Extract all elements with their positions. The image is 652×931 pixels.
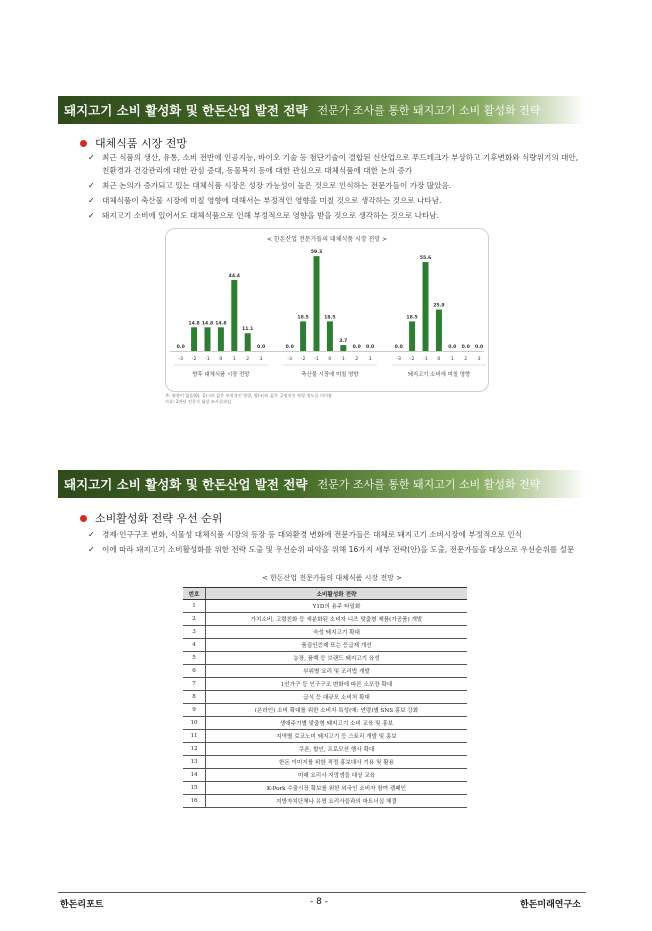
tick-label: 3 bbox=[368, 357, 372, 362]
checkmark-icon: ✓ bbox=[88, 181, 95, 190]
row-number: 2 bbox=[183, 613, 206, 626]
row-strategy: 가치소비, 고령친화 등 세분화된 소비자 니즈 맞춤형 제품(가공품) 개발 bbox=[206, 613, 468, 626]
tick-label: 2 bbox=[246, 357, 250, 362]
strategy-table bbox=[183, 587, 467, 808]
section2-banner bbox=[58, 470, 586, 498]
checkmark-icon: ✓ bbox=[88, 530, 95, 539]
check-text: 대체식품이 축산물 시장에 미칠 영향에 대해서는 부정적인 영향을 미칠 것으로 생각하는 것으로 나타남. bbox=[102, 196, 442, 205]
bar bbox=[436, 310, 442, 351]
tick-label: 3 bbox=[477, 357, 481, 362]
tick-label: 0 bbox=[328, 357, 332, 362]
data-label: 0.0 bbox=[176, 345, 185, 350]
bar bbox=[327, 321, 333, 351]
bar bbox=[340, 345, 346, 351]
section2-heading-text: 소비활성화 전략 우선 순위 bbox=[95, 512, 223, 525]
section1-heading bbox=[80, 135, 187, 151]
footer-divider bbox=[58, 892, 586, 893]
tick-label: -2 bbox=[300, 357, 306, 362]
check-text: 이에 따라 돼지고기 소비활성화를 위한 전략 도출 및 우선순위 파악을 위해 16가지 세부 전략(안)을 도출, 전문가들을 대상으로 우선순위를 설문 bbox=[102, 545, 575, 554]
check-item bbox=[88, 194, 583, 207]
banner-title: 돼지고기 소비 활성화 및 한돈산업 발전 전략 bbox=[64, 477, 308, 492]
tick-label: -1 bbox=[423, 357, 428, 362]
data-label: 0.0 bbox=[448, 345, 457, 350]
section1-heading-text: 대체식품 시장 전망 bbox=[95, 137, 188, 150]
data-label: 59.3 bbox=[310, 250, 323, 256]
group-label: 돼지고기 소비에 미칠 영향 bbox=[407, 372, 471, 378]
tick-label: 0 bbox=[219, 357, 223, 362]
data-label: 18.5 bbox=[406, 315, 418, 321]
data-label: 0.0 bbox=[366, 345, 375, 350]
row-strategy: 한돈 이미지를 위한 적정 홍보대사 기용 및 활용 bbox=[206, 756, 468, 769]
section1-banner bbox=[58, 96, 586, 124]
note-line-2: 자료: 2차년 전문가 대상 조사결과임 bbox=[165, 399, 232, 404]
row-strategy: 급식 등 대규모 소비처 확대 bbox=[206, 691, 468, 704]
row-number: 13 bbox=[183, 756, 206, 769]
table-row bbox=[183, 691, 467, 704]
check-item bbox=[88, 543, 583, 556]
row-strategy: 농장, 품백 등 브랜드 돼지고기 육성 bbox=[206, 652, 468, 665]
tick-label: 2 bbox=[355, 357, 359, 362]
data-label: 0.0 bbox=[394, 345, 403, 350]
row-strategy: Y1D의 용주 타일화 bbox=[206, 600, 468, 613]
tick-label: -1 bbox=[205, 357, 210, 362]
footer-left: 한돈리포트 bbox=[60, 900, 104, 910]
check-item bbox=[88, 528, 583, 541]
page-number: - 8 - bbox=[310, 897, 328, 907]
row-number: 5 bbox=[183, 652, 206, 665]
bar bbox=[314, 256, 320, 351]
check-item bbox=[88, 179, 583, 192]
row-strategy: (온라인) 소비 확대를 위한 소비자 특성(예: 연령)별 SNS 홍보 강화 bbox=[206, 704, 468, 717]
table-row bbox=[183, 600, 467, 613]
data-label: 11.1 bbox=[242, 327, 254, 333]
data-label: 44.4 bbox=[228, 273, 240, 279]
note-line-1: 주: 영향이 없음(0), 음(-)의 값은 부정적인 영향, 양(+)의 값은 긍정적인 영향 정도를 의미함 bbox=[165, 393, 332, 398]
chart-container bbox=[165, 228, 489, 392]
table-header-row bbox=[183, 588, 467, 600]
tick-label: 1 bbox=[341, 357, 345, 362]
bar bbox=[218, 327, 224, 351]
check-text: 최근 논의가 증가되고 있는 대체식품 시장은 성장 가능성이 높은 것으로 인식하는 전문가들이 가장 많았음. bbox=[102, 181, 452, 190]
row-number: 12 bbox=[183, 743, 206, 756]
tick-label: -3 bbox=[178, 357, 183, 362]
row-strategy: 지방자치단체나 유명 요리사들과의 파트너십 체결 bbox=[206, 795, 468, 808]
table-row bbox=[183, 730, 467, 743]
row-number: 6 bbox=[183, 665, 206, 678]
red-bullet-icon bbox=[80, 515, 87, 522]
table-row bbox=[183, 743, 467, 756]
row-number: 11 bbox=[183, 730, 206, 743]
row-number: 14 bbox=[183, 769, 206, 782]
table-row bbox=[183, 678, 467, 691]
banner-subtitle: 전문가 조사를 통한 돼지고기 소비 활성화 전략 bbox=[317, 104, 541, 117]
data-label: 0.0 bbox=[475, 345, 484, 350]
tick-label: 0 bbox=[437, 357, 441, 362]
data-label: 0.0 bbox=[352, 345, 361, 350]
tick-label: -1 bbox=[314, 357, 319, 362]
data-label: 0.0 bbox=[461, 345, 470, 350]
row-strategy: 품질인증제 또는 등급제 개선 bbox=[206, 639, 468, 652]
row-strategy: 숙성 돼지고기 확대 bbox=[206, 626, 468, 639]
check-item bbox=[88, 151, 583, 177]
table-title: < 한돈산업 전문가들의 대체식품 시장 전망 > bbox=[262, 574, 403, 582]
tick-label: -2 bbox=[409, 357, 415, 362]
bar bbox=[191, 327, 197, 351]
header-number: 번호 bbox=[183, 588, 206, 600]
row-strategy: 1인가구 등 인구구조 변화에 따른 소포장 확대 bbox=[206, 678, 468, 691]
checkmark-icon: ✓ bbox=[88, 545, 95, 554]
header-strategy: 소비활성화 전략 bbox=[206, 588, 468, 600]
row-number: 7 bbox=[183, 678, 206, 691]
tick-label: 1 bbox=[232, 357, 236, 362]
row-strategy: 부위별 요리 및 조리법 개발 bbox=[206, 665, 468, 678]
row-strategy: 지역별 로코노미 돼지고기 등 스토리 개발 및 홍보 bbox=[206, 730, 468, 743]
tick-label: 2 bbox=[464, 357, 468, 362]
row-strategy: 미래 요리사 지망생들 대상 교육 bbox=[206, 769, 468, 782]
row-strategy: K-Pork 수출시장 확보를 위한 외국인 소비자 참여 캠페인 bbox=[206, 782, 468, 795]
row-number: 16 bbox=[183, 795, 206, 808]
table-row bbox=[183, 756, 467, 769]
row-number: 1 bbox=[183, 600, 206, 613]
bar bbox=[245, 333, 251, 351]
table-row bbox=[183, 652, 467, 665]
data-label: 14.8 bbox=[188, 321, 200, 327]
table-row bbox=[183, 626, 467, 639]
check-text: 경제·인구구조 변화, 식물성 대체식품 시장의 등장 등 대외환경 변화에 전문가들은 대체로 돼지고기 소비시장에 부정적으로 인식 bbox=[102, 530, 523, 539]
data-label: 0.0 bbox=[257, 345, 266, 350]
table-row bbox=[183, 795, 467, 808]
checkmark-icon: ✓ bbox=[88, 153, 95, 162]
table-row bbox=[183, 613, 467, 626]
row-number: 10 bbox=[183, 717, 206, 730]
chart-title: < 한돈산업 전문가들의 대체식품 시장 전망 > bbox=[266, 236, 388, 243]
row-number: 4 bbox=[183, 639, 206, 652]
bar bbox=[409, 321, 415, 351]
bar bbox=[205, 327, 211, 351]
row-strategy: 생애주기별 맞춤형 돼지고기 소비 교육 및 홍보 bbox=[206, 717, 468, 730]
row-number: 9 bbox=[183, 704, 206, 717]
row-number: 15 bbox=[183, 782, 206, 795]
table-row bbox=[183, 782, 467, 795]
check-item bbox=[88, 209, 583, 222]
check-text: 돼지고기 소비에 있어서도 대체식품으로 인해 부정적으로 영향을 받을 것으로 생각하는 것으로 나타남. bbox=[102, 211, 440, 220]
data-label: 14.8 bbox=[215, 321, 227, 327]
table-row bbox=[183, 717, 467, 730]
check-text: 최근 식품의 생산, 유통, 소비 전반에 인공지능, 바이오 기술 등 첨단기술이 결합된 신산업으로 푸드테크가 부상하고 기후변화와 식량위기의 대안, 친환경과 건강관리에 대한 관심 증대, 동물복지 등에 대한 관심으로 대체식품에 대한 논의 증가 bbox=[102, 153, 579, 175]
bar bbox=[231, 280, 237, 351]
tick-label: -3 bbox=[287, 357, 292, 362]
bar bbox=[300, 321, 306, 351]
footer-right: 한돈미래연구소 bbox=[520, 900, 581, 910]
banner-title: 돼지고기 소비 활성화 및 한돈산업 발전 전략 bbox=[64, 103, 308, 118]
row-number: 8 bbox=[183, 691, 206, 704]
table-row bbox=[183, 639, 467, 652]
group-label: 축산물 시장에 미칠 영향 bbox=[301, 372, 359, 378]
bar-chart bbox=[166, 229, 488, 391]
row-number: 3 bbox=[183, 626, 206, 639]
data-label: 0.0 bbox=[285, 345, 294, 350]
red-bullet-icon bbox=[80, 140, 87, 147]
tick-label: 1 bbox=[450, 357, 454, 362]
tick-label: 3 bbox=[259, 357, 263, 362]
banner-subtitle: 전문가 조사를 통한 돼지고기 소비 활성화 전략 bbox=[317, 478, 541, 491]
group-label: 향후 대체식품 시장 전망 bbox=[192, 372, 250, 378]
tick-label: -3 bbox=[396, 357, 401, 362]
section1-checklist bbox=[88, 151, 583, 224]
table-row bbox=[183, 704, 467, 717]
bar bbox=[423, 262, 429, 351]
table-row bbox=[183, 665, 467, 678]
data-label: 3.7 bbox=[339, 339, 348, 345]
data-label: 18.5 bbox=[324, 315, 336, 321]
row-strategy: 쿠폰, 할인, 프로모션 행사 확대 bbox=[206, 743, 468, 756]
section2-heading bbox=[80, 510, 222, 526]
data-label: 55.6 bbox=[419, 256, 432, 262]
data-label: 25.9 bbox=[433, 303, 445, 309]
data-label: 18.5 bbox=[297, 315, 309, 321]
checkmark-icon: ✓ bbox=[88, 196, 95, 205]
chart-note bbox=[165, 393, 495, 405]
section2-checklist bbox=[88, 528, 583, 558]
checkmark-icon: ✓ bbox=[88, 211, 95, 220]
data-label: 14.8 bbox=[201, 321, 214, 327]
table-row bbox=[183, 769, 467, 782]
tick-label: -2 bbox=[191, 357, 197, 362]
